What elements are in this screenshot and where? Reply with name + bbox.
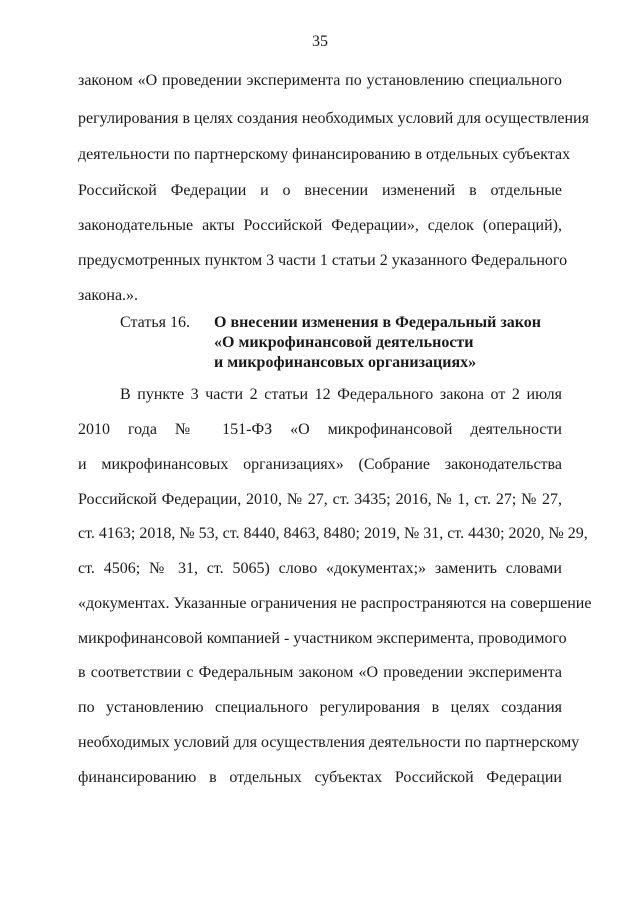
text-line: Российской Федерации и о внесении изменений в отдельные (78, 182, 562, 199)
text-line: 2010 года № 151-ФЗ «О микрофинансовой деятельности (78, 421, 562, 438)
text-line: предусмотренных пунктом 3 части 1 статьи 2 указанного Федерального (78, 252, 568, 269)
text-line: микрофинансовой компанией - участником эксперимента, проводимого (78, 630, 567, 647)
article-title-line: «О микрофинансовой деятельности (214, 334, 474, 351)
text-line: ст. 4506; № 31, ст. 5065) слово «документах;» заменить словами (78, 560, 562, 577)
text-line: В пункте 3 части 2 статьи 12 Федерального закона от 2 июля (120, 386, 562, 403)
text-line: по установлению специального регулирования в целях создания (78, 699, 562, 716)
text-line: в соответствии с Федеральным законом «О проведении эксперимента (78, 664, 562, 681)
text-line: Российской Федерации, 2010, № 27, ст. 3435; 2016, № 1, ст. 27; № 27, (78, 491, 562, 508)
text-line: «документах. Указанные ограничения не распространяются на совершение (78, 595, 592, 612)
text-line: законом «О проведении эксперимента по установлению специального (78, 72, 562, 89)
text-line: регулирования в целях создания необходимых условий для осуществления (78, 110, 589, 127)
article-title (214, 313, 554, 373)
article-title-line: О внесении изменения в Федеральный закон (214, 314, 542, 331)
text-line: финансированию в отдельных субъектах Российской Федерации (78, 769, 562, 786)
article-title-line: и микрофинансовых организациях» (214, 354, 477, 371)
article-label: Статья 16. (120, 314, 190, 331)
text-line: и микрофинансовых организациях» (Собрание законодательства (78, 456, 562, 473)
text-line: ст. 4163; 2018, № 53, ст. 8440, 8463, 8480; 2019, № 31, ст. 4430; 2020, № 29, (78, 525, 588, 542)
text-line: деятельности по партнерскому финансированию в отдельных субъектах (78, 146, 571, 163)
text-line: закона.». (78, 287, 139, 304)
page-number: 35 (312, 33, 328, 50)
text-line: законодательные акты Российской Федерации», сделок (операций), (78, 217, 562, 234)
text-line: необходимых условий для осуществления деятельности по партнерскому (78, 734, 580, 751)
